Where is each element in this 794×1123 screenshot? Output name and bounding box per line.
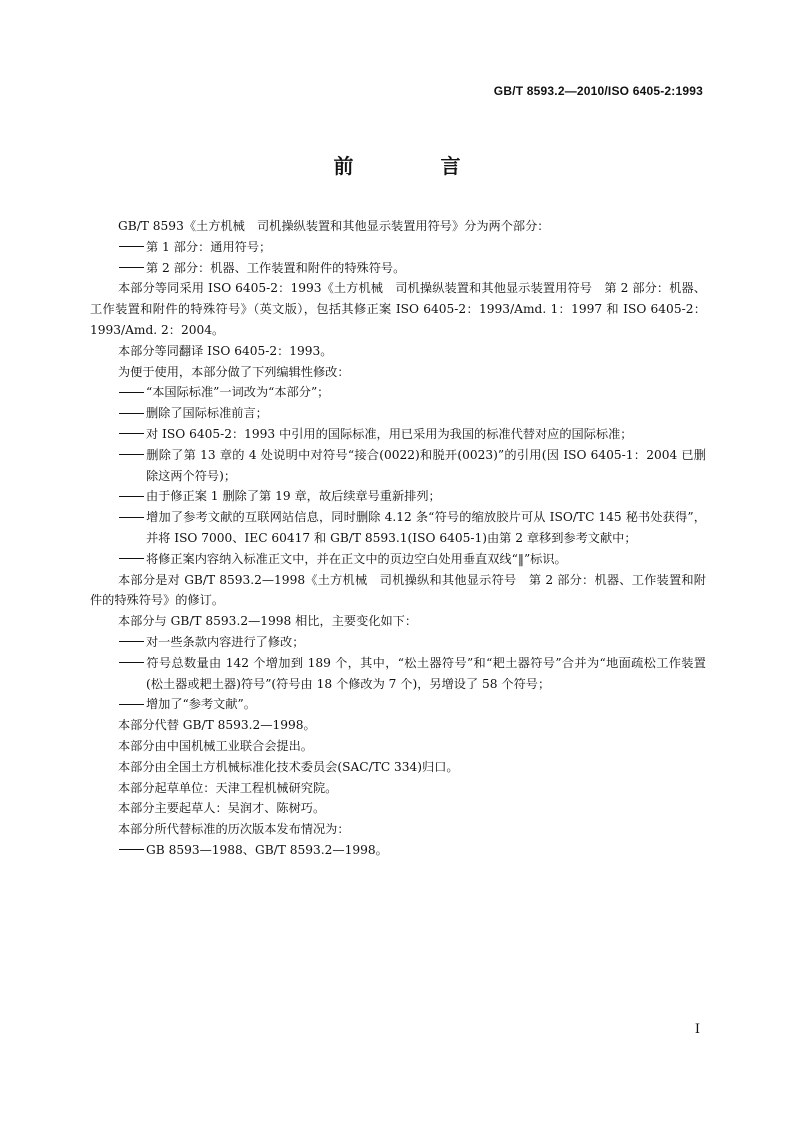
paragraph-text: 增加了“参考文献”。 bbox=[146, 697, 256, 712]
paragraph-text: 本部分是对 GB/T 8593.2—1998《土方机械 司机操纵和其他显示符号 第 2 部分：机器、工作装置和附件的特殊符号》的修订。 bbox=[90, 572, 706, 608]
paragraph bbox=[90, 341, 706, 362]
paragraph-text: 将修正案内容纳入标准正文中，并在正文中的页边空白处用垂直双线“‖”标识。 bbox=[146, 551, 567, 566]
paragraph-text: 删除了第 13 章的 4 处说明中对符号“接合(0022)和脱开(0023)”的引用(因 ISO 6405-1：2004 已删除这两个符号)； bbox=[146, 447, 706, 483]
paragraph bbox=[90, 819, 706, 840]
list-item bbox=[90, 632, 706, 653]
paragraph bbox=[90, 798, 706, 819]
em-dash-marker bbox=[118, 492, 146, 502]
paragraph-text: 本部分代替 GB/T 8593.2—1998。 bbox=[118, 718, 316, 733]
paragraph-text: 第 1 部分：通用符号； bbox=[146, 239, 272, 254]
paragraph bbox=[90, 757, 706, 778]
paragraph-text: 本部分等同采用 ISO 6405-2：1993《土方机械 司机操纵装置和其他显示装置用符号 第 2 部分：机器、工作装置和附件的特殊符号》（英文版），包括其修正案 ISO 6405-2：1993/Amd. 1：1997 和 ISO 6405-2：1993/Amd. 2：2004。 bbox=[90, 281, 706, 337]
paragraph-text: 删除了国际标准前言； bbox=[146, 406, 268, 421]
em-dash-marker bbox=[118, 409, 146, 419]
paragraph-text: 为便于使用，本部分做了下列编辑性修改： bbox=[118, 364, 350, 379]
em-dash-marker bbox=[118, 637, 146, 647]
list-item bbox=[90, 403, 706, 424]
list-item bbox=[90, 507, 706, 549]
em-dash-marker bbox=[118, 450, 146, 460]
em-dash-marker bbox=[118, 242, 146, 252]
list-item bbox=[90, 486, 706, 507]
em-dash-marker bbox=[118, 388, 146, 398]
paragraph bbox=[90, 216, 706, 237]
paragraph-text: 本部分所代替标准的历次版本发布情况为： bbox=[118, 822, 350, 837]
paragraph bbox=[90, 736, 706, 757]
paragraph-text: 增加了参考文献的互联网站信息，同时删除 4.12 条“符号的缩放胶片可从 ISO/TC 145 秘书处获得”，并将 ISO 7000、IEC 60417 和 GB/T 8593.1(ISO 6405-1)由第 2 章移到参考文献中； bbox=[146, 510, 706, 545]
em-dash-marker bbox=[118, 554, 146, 564]
paragraph-text: 由于修正案 1 删除了第 19 章，故后续章号重新排列； bbox=[146, 489, 441, 504]
em-dash-marker bbox=[118, 263, 146, 273]
paragraph bbox=[90, 362, 706, 383]
paragraph bbox=[90, 278, 706, 340]
em-dash-marker bbox=[118, 845, 146, 855]
paragraph-text: 符号总数量由 142 个增加到 189 个，其中，“松土器符号”和“耙土器符号”合并为“地面疏松工作装置(松土器或耙土器)符号”(符号由 18 个修改为 7 个)，另增设了 58 个符号； bbox=[146, 655, 706, 691]
list-item bbox=[90, 445, 706, 487]
paragraph-text: 本部分起草单位：天津工程机械研究院。 bbox=[118, 780, 338, 795]
paragraph-text: GB 8593—1988、GB/T 8593.2—1998。 bbox=[146, 842, 388, 857]
paragraph-text: 对一些条款内容进行了修改； bbox=[146, 634, 305, 649]
paragraph bbox=[90, 570, 706, 612]
em-dash-marker bbox=[118, 429, 146, 439]
paragraph-text: 本部分由中国机械工业联合会提出。 bbox=[118, 738, 313, 753]
page-number: I bbox=[694, 1022, 700, 1037]
foreword-body bbox=[90, 216, 706, 861]
list-item bbox=[90, 258, 706, 279]
paragraph-text: 本部分主要起草人：吴润才、陈树巧。 bbox=[118, 801, 326, 816]
paragraph-text: GB/T 8593《土方机械 司机操纵装置和其他显示装置用符号》分为两个部分： bbox=[118, 219, 550, 233]
paragraph-text: 本部分等同翻译 ISO 6405-2：1993。 bbox=[118, 343, 333, 358]
list-item bbox=[90, 840, 706, 861]
paragraph bbox=[90, 611, 706, 632]
list-item bbox=[90, 237, 706, 258]
list-item bbox=[90, 549, 706, 570]
paragraph bbox=[90, 715, 706, 736]
paragraph-text: 第 2 部分：机器、工作装置和附件的特殊符号。 bbox=[146, 260, 406, 275]
em-dash-marker bbox=[118, 700, 146, 710]
list-item bbox=[90, 653, 706, 695]
list-item bbox=[90, 424, 706, 445]
page-title: 前 言 bbox=[333, 154, 501, 178]
list-item bbox=[90, 694, 706, 715]
paragraph bbox=[90, 778, 706, 799]
paragraph-text: 对 ISO 6405-2：1993 中引用的国际标准，用已采用为我国的标准代替对应的国际标准； bbox=[146, 426, 633, 441]
paragraph-text: 本部分与 GB/T 8593.2—1998 相比，主要变化如下： bbox=[118, 614, 418, 629]
standard-code: GB/T 8593.2—2010/ISO 6405-2:1993 bbox=[493, 84, 703, 98]
paragraph-text: 本部分由全国土方机械标准化技术委员会(SAC/TC 334)归口。 bbox=[118, 759, 459, 774]
list-item bbox=[90, 382, 706, 403]
paragraph-text: “本国际标准”一词改为“本部分”； bbox=[146, 385, 330, 400]
em-dash-marker bbox=[118, 513, 146, 523]
em-dash-marker bbox=[118, 658, 146, 668]
